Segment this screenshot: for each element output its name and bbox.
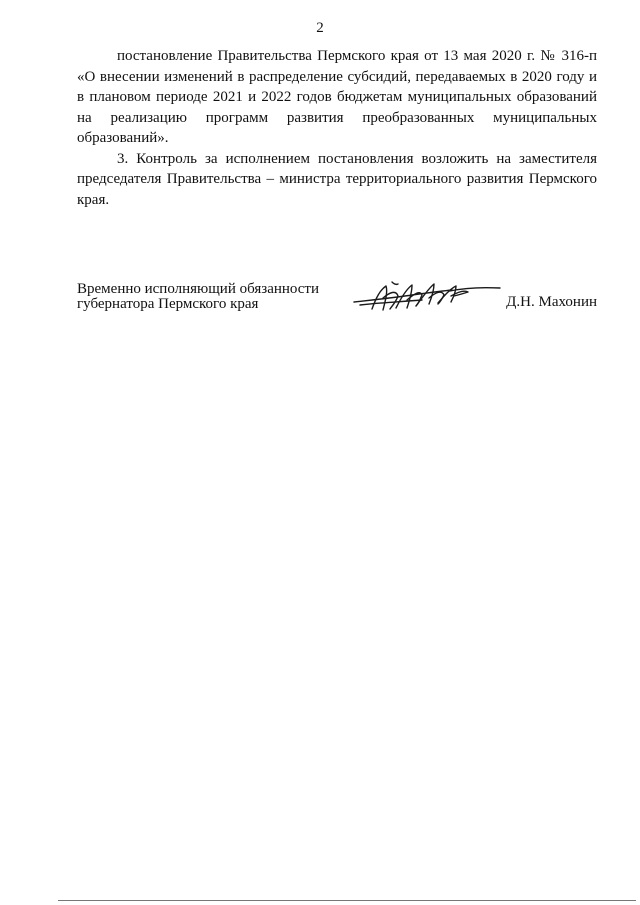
- page-number: 2: [316, 20, 324, 36]
- signer-title: [77, 282, 319, 312]
- paragraph-item-3: 3. Контроль за исполнением постановления возложить на заместителя председателя Правительства – министра территориального развития Пермского края.: [77, 150, 597, 208]
- document-body: [77, 46, 597, 210]
- signature-block: [77, 282, 597, 322]
- signer-name: Д.Н. Махонин: [506, 294, 597, 310]
- handwritten-signature-icon: [352, 276, 502, 318]
- page-bottom-edge: [58, 900, 636, 901]
- signer-title-line-2: губернатора Пермского края: [77, 296, 259, 312]
- signer-title-line-1: Временно исполняющий обязанности: [77, 281, 320, 297]
- paragraph-continuation: постановление Правительства Пермского края от 13 мая 2020 г. № 316-п «О внесении изменений в распределение субсидий, передаваемых в 2020 году и в плановом периоде 2021 и 2022 годов бюджетам муниципальных образований на реализацию программ развития преобразованных муниципальных образований».: [77, 48, 597, 146]
